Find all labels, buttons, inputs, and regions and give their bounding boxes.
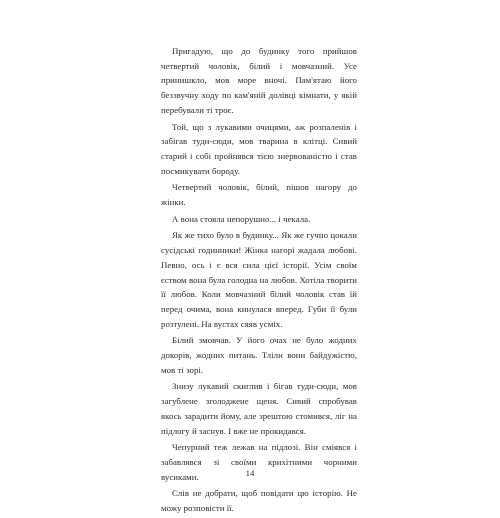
page-body-text [161, 44, 357, 518]
paragraph-2: Той, що з лукавими очицями, аж розпаленів і забігав туди-сюди, мов тварина в клітці. Сивий старий і собі пройнявся тією знервованістю і став посмикувати бороду. [161, 121, 357, 176]
paragraph-3: Четвертий чоловік, білий, пішов нагору до жінки. [161, 182, 357, 208]
paragraph-4: А вона стояла непорушно... і чекала. [172, 213, 311, 224]
paragraph-7: Знизу лукавий скиглив і бігав туди-сюди, мов загублене зголоджене щеня. Сивий спробував якось зарадити йому, але зрештою стомився, ліг на підлогу й заснув. І вже не прокидався. [161, 381, 357, 436]
paragraph-9: Слів не добрати, щоб повідати цю історію. Не можу розповісти її. [161, 488, 357, 514]
paragraph-1: Пригадую, що до будинку того прийшов четвертий чоловік, білий і мовчазний. Усе принишкло, мов море вночі. Пам'ятаю його беззвучну ходу по кам'яній долівці кімнати, у якій перебували ті троє. [161, 46, 357, 115]
paragraph-8: Чепурний теж лежав на підлозі. Він сміявся і забавлявся зі своїми крихітними чорними вусиками. [161, 442, 357, 482]
page-number: 14 [245, 468, 255, 478]
paragraph-6: Білий змовчав. У його очах не було жодних докорів, жодних питань. Тліли вони байдужістю, мов ті зорі. [161, 335, 357, 375]
paragraph-5: Як же тихо було в будинку... Як же гучно цокали сусідські годинники! Жінка нагорі жадала любові. Певно, ось і є вся сила цієї історії. Усім своїм єством вона була голодна на любов. Хотіла творити її любов. Коли мовчазний білий чоловік став їй перед очима, вона кинулася вперед. Губи її були розтулені. На вустах сяяв усміх. [161, 230, 357, 329]
